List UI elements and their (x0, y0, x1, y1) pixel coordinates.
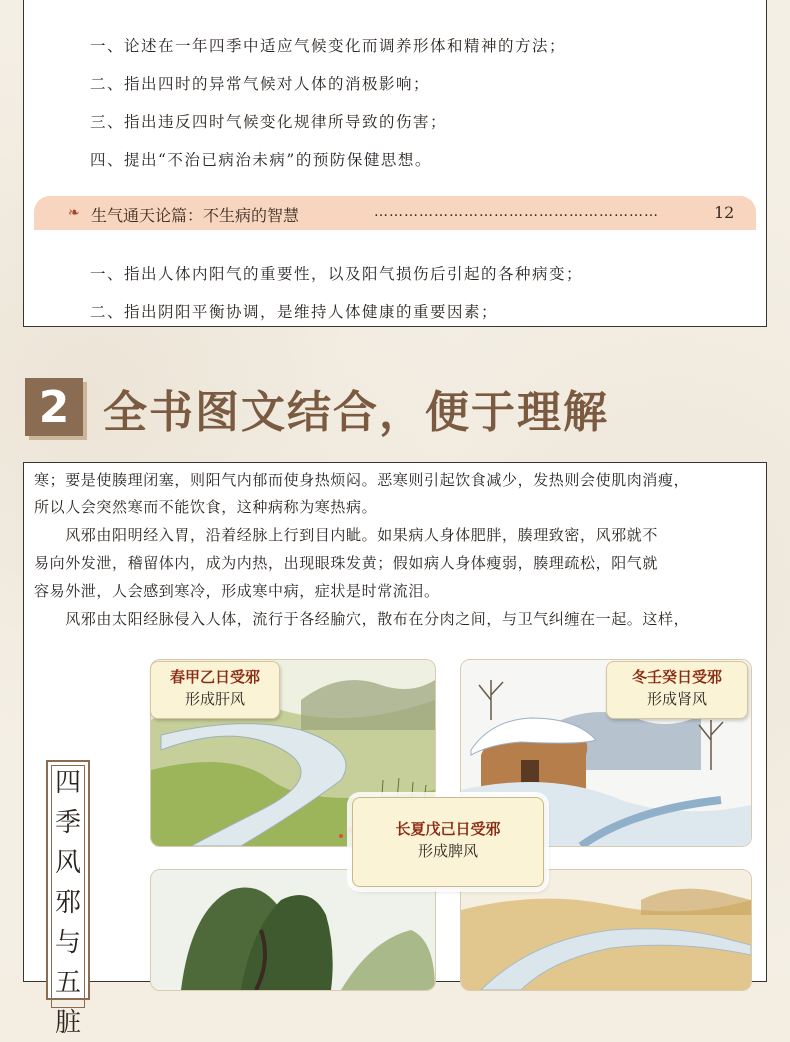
label-spring-line2: 形成肝风 (184, 690, 245, 708)
toc-point-3: 三、指出违反四时气候变化规律所导致的伤害； (90, 113, 448, 131)
body-line-4: 易向外发泄，稽留体内，成为内热，出现眼珠发黄；假如病人身体瘦弱，腠理疏松，阳气就 (34, 554, 659, 572)
vertical-title-char: 邪 (54, 888, 81, 918)
label-spring-line1: 春甲乙日受邪 (169, 668, 260, 686)
vertical-title-char: 四 (54, 768, 81, 798)
toc-point-2: 二、指出四时的异常气候对人体的消极影响； (90, 75, 431, 93)
toc-point-b1: 一、指出人体内阳气的重要性，以及阳气损伤后引起的各种病变； (90, 265, 584, 283)
label-winter (606, 661, 748, 719)
vertical-title-char: 与 (54, 928, 81, 958)
chapter-leader-dots: ………………………………………………… (374, 204, 659, 220)
label-late-summer (352, 797, 544, 887)
body-line-6: 风邪由太阳经脉侵入人体，流行于各经腧穴，散布在分肉之间，与卫气纠缠在一起。这样， (34, 610, 690, 628)
autumn-river-illustration (460, 869, 752, 991)
vertical-title-char: 风 (54, 848, 81, 878)
section-number-badge (25, 378, 83, 436)
label-late-summer-line2: 形成脾风 (417, 842, 478, 860)
toc-point-b2: 二、指出阴阳平衡协调，是维持人体健康的重要因素； (90, 303, 499, 321)
vertical-title-box (46, 760, 90, 1038)
vertical-title-inner-border (51, 765, 85, 1008)
chapter-page-number: 12 (714, 203, 735, 222)
section-number: 2 (38, 381, 70, 433)
label-late-summer-line1: 长夏戊己日受邪 (395, 820, 501, 838)
body-line-3: 风邪由阳明经入胃，沿着经脉上行到目内眦。如果病人身体肥胖，腠理致密，风邪就不 (34, 526, 659, 544)
body-line-5: 容易外泄，人会感到寒冷，形成寒中病，症状是时常流泪。 (34, 582, 440, 600)
chapter-heading[interactable] (34, 196, 756, 230)
section-title: 全书图文结合，便于理解 (103, 387, 609, 438)
page-sample-panel (23, 462, 767, 1038)
vertical-title-char: 季 (54, 808, 81, 838)
summer-trees-illustration (150, 869, 436, 991)
vertical-title-char: 五 (54, 968, 81, 998)
chapter-title: 生气通天论篇：不生病的智慧 (91, 206, 300, 225)
body-line-1: 寒；要是使腠理闭塞，则阳气内郁而使身热烦闷。恶寒则引起饮食减少，发热则会使肌肉消瘦， (34, 471, 690, 489)
toc-point-1: 一、论述在一年四季中适应气候变化而调养形体和精神的方法； (90, 37, 567, 55)
cloud-swirl-icon: ❧ (68, 205, 80, 221)
vertical-title-char: 脏 (54, 1008, 81, 1038)
body-line-2: 所以人会突然寒而不能饮食，这种病称为寒热病。 (34, 498, 378, 516)
toc-point-4: 四、提出“不治已病治未病”的预防保健思想。 (90, 151, 432, 169)
toc-panel (23, 0, 767, 327)
label-winter-line2: 形成肾风 (646, 690, 707, 708)
label-winter-line1: 冬壬癸日受邪 (631, 668, 722, 686)
label-spring (150, 661, 280, 719)
